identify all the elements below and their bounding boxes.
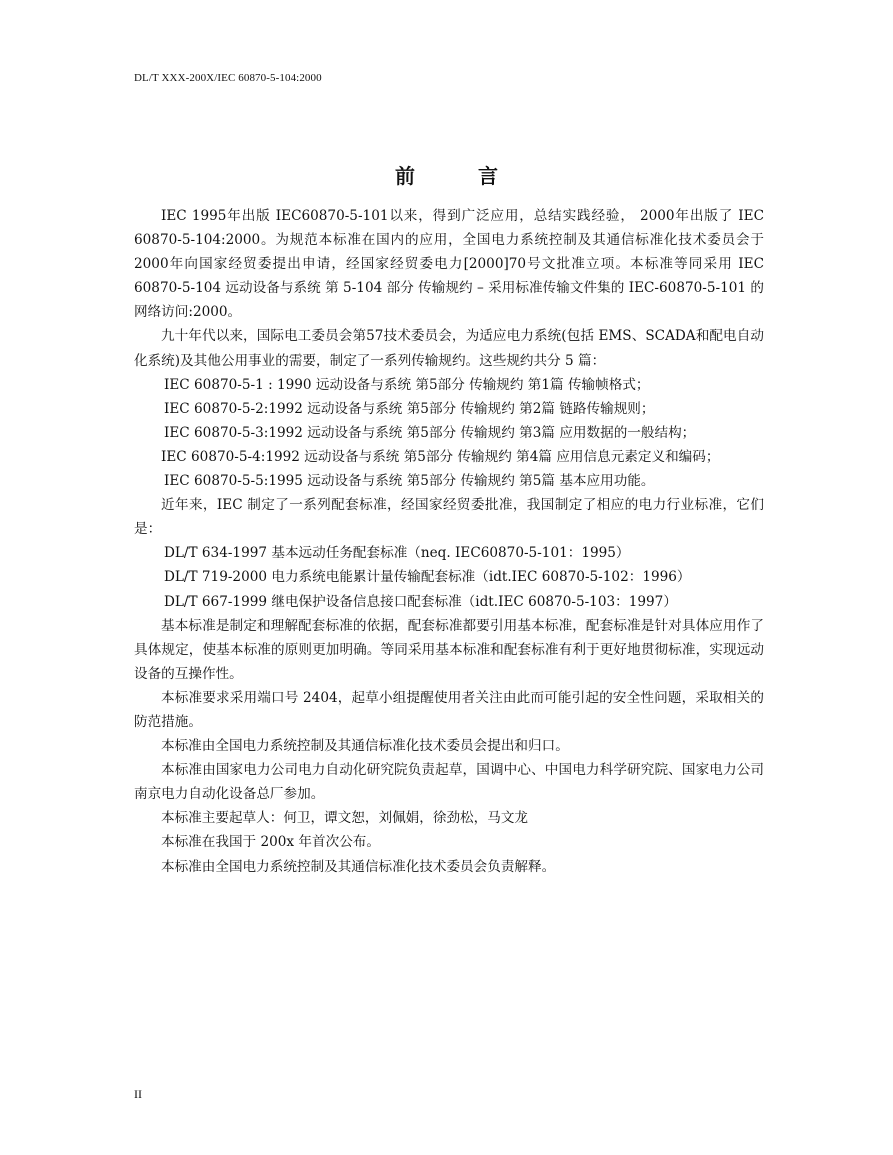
list-item: DL/T 634-1997 基本远动任务配套标准（neq. IEC60870-5-101：1995） <box>164 545 630 562</box>
paragraph: 本标准主要起草人：何卫，谭文恕，刘佩娟，徐劲松，马文龙 <box>161 810 529 827</box>
list-item: IEC 60870-5-3:1992 远动设备与系统 第5部分 传输规约 第3篇 应用数据的一般结构； <box>164 424 696 441</box>
list-item: DL/T 667-1999 继电保护设备信息接口配套标准（idt.IEC 60870-5-103：1997） <box>164 593 677 610</box>
list-item: IEC 60870-5-2:1992 远动设备与系统 第5部分 传输规约 第2篇 链路传输规则； <box>164 400 655 417</box>
paragraph: 基本标准是制定和理解配套标准的依据，配套标准都要引用基本标准，配套标准是针对具体应用作了具体规定，使基本标准的原则更加明确。等同采用基本标准和配套标准有利于更好地贯彻标准，实现远动设备的互操作性。 <box>134 617 764 682</box>
paragraph: 本标准由全国电力系统控制及其通信标准化技术委员会提出和归口。 <box>161 738 569 755</box>
paragraph: 本标准由全国电力系统控制及其通信标准化技术委员会负责解释。 <box>161 858 556 875</box>
list-item: DL/T 719-2000 电力系统电能累计量传输配套标准（idt.IEC 60870-5-102：1996） <box>164 569 691 586</box>
paragraph: 九十年代以来，国际电工委员会第57技术委员会，为适应电力系统(包括 EMS、SCADA和配电自动化系统)及其他公用事业的需要，制定了一系列传输规约。这些规约共分 5 篇： <box>134 328 764 369</box>
page-number: II <box>134 1087 142 1101</box>
paragraph: 本标准要求采用端口号 2404，起草小组提醒使用者关注由此而可能引起的安全性问题，采取相关的防范措施。 <box>134 689 764 730</box>
page-title: 前 言 <box>395 164 526 188</box>
paragraph: IEC 60870-5-4:1992 远动设备与系统 第5部分 传输规约 第4篇 应用信息元素定义和编码； <box>161 448 720 465</box>
paragraph: IEC 1995年出版 IEC60870-5-101以来，得到广泛应用，总结实践经验， 2000年出版了 IEC 60870-5-104:2000。为规范本标准在国内的应用，全国电力系统控制及其通信标准化技术委员会于2000年向国家经贸委提出申请，经国家经贸委电力[2000]70号文批准立项。本标准等同采用 IEC 60870-5-104 远动设备与系统 第 5-104 部分 传输规约 – 采用标准传输文件集的 IEC-60870-5-101 的网络访问:2000。 <box>134 208 764 321</box>
list-item: IEC 60870-5-5:1995 远动设备与系统 第5部分 传输规约 第5篇 基本应用功能。 <box>164 473 655 490</box>
page-header: DL/T XXX-200X/IEC 60870-5-104:2000 <box>134 72 322 84</box>
body-content <box>134 204 764 879</box>
list-item: IEC 60870-5-1 : 1990 远动设备与系统 第5部分 传输规约 第1篇 传输帧格式； <box>164 376 650 393</box>
paragraph: 本标准由国家电力公司电力自动化研究院负责起草，国调中心、中国电力科学研究院、国家电力公司南京电力自动化设备总厂参加。 <box>134 762 764 803</box>
paragraph: 本标准在我国于 200x 年首次公布。 <box>161 834 380 851</box>
paragraph: 近年来，IEC 制定了一系列配套标准，经国家经贸委批准，我国制定了相应的电力行业标准，它们是： <box>134 497 764 538</box>
